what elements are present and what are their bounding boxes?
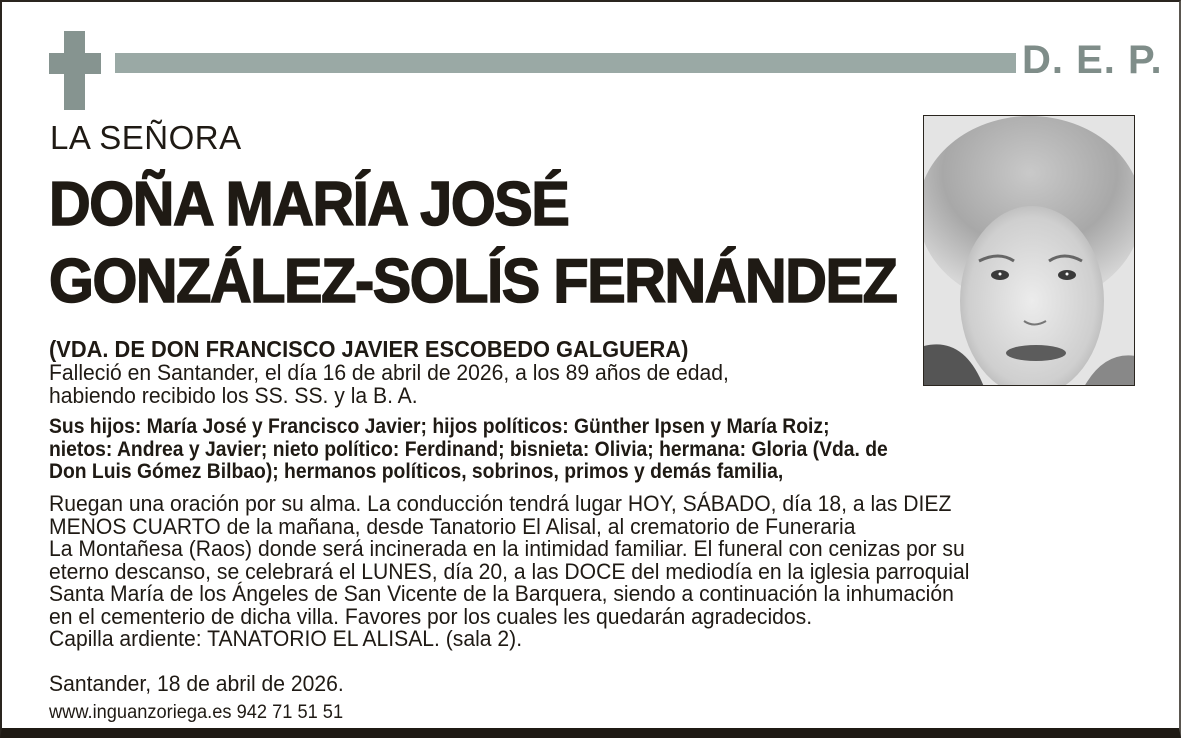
death-notice-line: habiendo recibido los SS. SS. y la B. A. [49,382,418,408]
family-line: Don Luis Gómez Bilbao); hermanos políticos, sobrinos, primos y demás familia, [49,460,784,483]
funeral-home-phone: 942 71 51 51 [236,702,344,723]
footer-contact [49,702,1105,724]
death-notice [49,362,1105,407]
death-notice-line: Falleció en Santander, el día 16 de abril de 2026, a los 89 años de edad, [49,360,729,385]
honorific: LA SEÑORA [50,119,242,156]
place-date: Santander, 18 de abril de 2026. [49,671,344,696]
widow-of-line: (VDA. DE DON FRANCISCO JAVIER ESCOBEDO GALGUERA) [49,336,689,362]
cross-icon-arm [49,53,101,74]
deceased-name-line1: DOÑA MARÍA JOSÉ [49,170,569,239]
funeral-home-website[interactable]: www.inguanzoriega.es [49,702,232,723]
chapel-line: Capilla ardiente: TANATORIO EL ALISAL. (sala 2). [49,626,523,651]
dep-label: D. E. P. [1022,38,1163,82]
ceremony-line: La Montañesa (Raos) donde será incinerada en la intimidad familiar. El funeral con cenizas por su [49,536,965,561]
ceremony-line: Ruegan una oración por su alma. La conducción tendrá lugar HOY, SÁBADO, día 18, a las DIEZ [49,491,952,516]
ceremony-line: MENOS CUARTO de la mañana, desde Tanatorio El Alisal, al crematorio de Funeraria [49,513,856,539]
family-line: Sus hijos: María José y Francisco Javier; hijos políticos: Günther Ipsen y María Roiz; [49,415,830,438]
family-list [49,416,1061,484]
ceremony-line: en el cementerio de dicha villa. Favores por los cuales les quedarán agradecidos. [49,603,813,629]
header-rule [115,53,1016,73]
ceremony-line: eterno descanso, se celebrará el LUNES, día 20, a las DOCE del mediodía en la iglesia parroquial [49,558,970,584]
ceremony-line: Santa María de los Ángeles de San Vicente de la Barquera, siendo a continuación la inhumación [49,581,954,606]
deceased-name-line2: GONZÁLEZ-SOLÍS FERNÁNDEZ [49,247,897,316]
family-line: nietos: Andrea y Javier; nieto político: Ferdinand; bisnieta: Olivia; hermana: Gloria (Vda. de [49,437,888,461]
ceremony-details [49,493,1105,651]
